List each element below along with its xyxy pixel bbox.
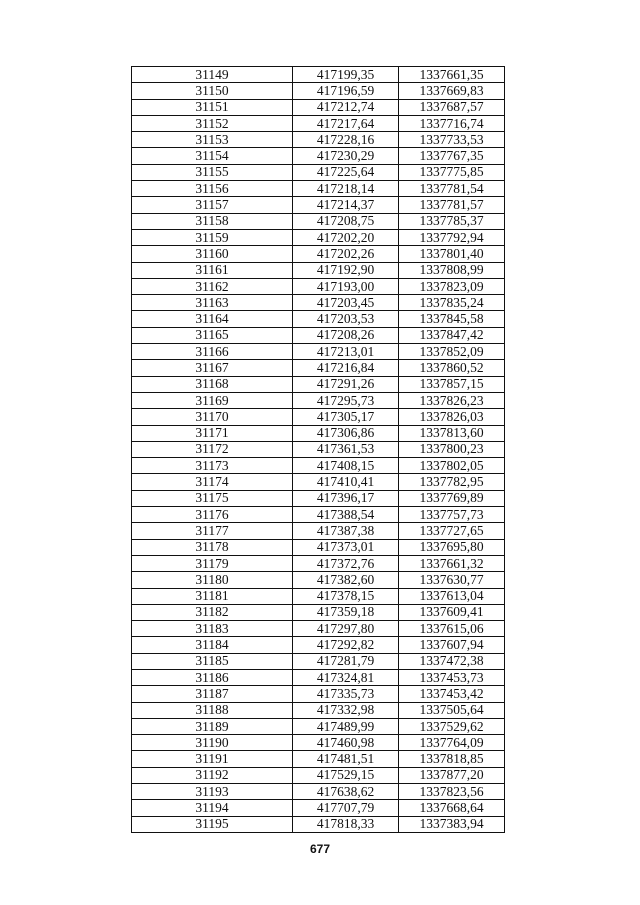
x-coordinate-cell: 417335,73 <box>293 686 399 702</box>
x-coordinate-cell: 417217,64 <box>293 115 399 131</box>
table-row <box>132 181 505 197</box>
y-coordinate-cell: 1337826,03 <box>399 409 505 425</box>
y-coordinate-cell: 1337727,65 <box>399 523 505 539</box>
table-row <box>132 653 505 669</box>
y-coordinate-cell: 1337792,94 <box>399 229 505 245</box>
point-number-cell: 31169 <box>132 392 293 408</box>
point-number-cell: 31154 <box>132 148 293 164</box>
point-number-cell: 31193 <box>132 784 293 800</box>
point-number-cell: 31192 <box>132 767 293 783</box>
table-row <box>132 344 505 360</box>
y-coordinate-cell: 1337801,40 <box>399 246 505 262</box>
point-number-cell: 31162 <box>132 278 293 294</box>
y-coordinate-cell: 1337472,38 <box>399 653 505 669</box>
point-number-cell: 31186 <box>132 669 293 685</box>
table-row <box>132 735 505 751</box>
x-coordinate-cell: 417372,76 <box>293 555 399 571</box>
point-number-cell: 31166 <box>132 344 293 360</box>
y-coordinate-cell: 1337615,06 <box>399 621 505 637</box>
table-row <box>132 507 505 523</box>
y-coordinate-cell: 1337781,54 <box>399 181 505 197</box>
point-number-cell: 31174 <box>132 474 293 490</box>
y-coordinate-cell: 1337823,56 <box>399 784 505 800</box>
x-coordinate-cell: 417297,80 <box>293 621 399 637</box>
point-number-cell: 31173 <box>132 458 293 474</box>
x-coordinate-cell: 417361,53 <box>293 441 399 457</box>
y-coordinate-cell: 1337813,60 <box>399 425 505 441</box>
y-coordinate-cell: 1337383,94 <box>399 816 505 832</box>
x-coordinate-cell: 417306,86 <box>293 425 399 441</box>
table-row <box>132 718 505 734</box>
point-number-cell: 31172 <box>132 441 293 457</box>
y-coordinate-cell: 1337695,80 <box>399 539 505 555</box>
point-number-cell: 31151 <box>132 99 293 115</box>
table-row <box>132 327 505 343</box>
table-row <box>132 197 505 213</box>
x-coordinate-cell: 417193,00 <box>293 278 399 294</box>
y-coordinate-cell: 1337818,85 <box>399 751 505 767</box>
x-coordinate-cell: 417203,53 <box>293 311 399 327</box>
table-row <box>132 262 505 278</box>
coordinates-table <box>131 66 505 833</box>
point-number-cell: 31179 <box>132 555 293 571</box>
y-coordinate-cell: 1337767,35 <box>399 148 505 164</box>
y-coordinate-cell: 1337630,77 <box>399 572 505 588</box>
point-number-cell: 31150 <box>132 83 293 99</box>
point-number-cell: 31190 <box>132 735 293 751</box>
point-number-cell: 31161 <box>132 262 293 278</box>
table-row <box>132 767 505 783</box>
x-coordinate-cell: 417213,01 <box>293 344 399 360</box>
table-row <box>132 392 505 408</box>
x-coordinate-cell: 417202,20 <box>293 229 399 245</box>
y-coordinate-cell: 1337668,64 <box>399 800 505 816</box>
y-coordinate-cell: 1337661,32 <box>399 555 505 571</box>
x-coordinate-cell: 417212,74 <box>293 99 399 115</box>
x-coordinate-cell: 417199,35 <box>293 67 399 83</box>
point-number-cell: 31167 <box>132 360 293 376</box>
table-row <box>132 99 505 115</box>
x-coordinate-cell: 417202,26 <box>293 246 399 262</box>
table-row <box>132 555 505 571</box>
point-number-cell: 31156 <box>132 181 293 197</box>
y-coordinate-cell: 1337847,42 <box>399 327 505 343</box>
x-coordinate-cell: 417324,81 <box>293 669 399 685</box>
y-coordinate-cell: 1337857,15 <box>399 376 505 392</box>
x-coordinate-cell: 417203,45 <box>293 295 399 311</box>
y-coordinate-cell: 1337860,52 <box>399 360 505 376</box>
x-coordinate-cell: 417707,79 <box>293 800 399 816</box>
y-coordinate-cell: 1337775,85 <box>399 164 505 180</box>
x-coordinate-cell: 417281,79 <box>293 653 399 669</box>
y-coordinate-cell: 1337613,04 <box>399 588 505 604</box>
x-coordinate-cell: 417529,15 <box>293 767 399 783</box>
y-coordinate-cell: 1337781,57 <box>399 197 505 213</box>
y-coordinate-cell: 1337802,05 <box>399 458 505 474</box>
point-number-cell: 31181 <box>132 588 293 604</box>
x-coordinate-cell: 417359,18 <box>293 604 399 620</box>
table-row <box>132 637 505 653</box>
point-number-cell: 31152 <box>132 115 293 131</box>
y-coordinate-cell: 1337782,95 <box>399 474 505 490</box>
point-number-cell: 31188 <box>132 702 293 718</box>
table-row <box>132 621 505 637</box>
table-row <box>132 376 505 392</box>
x-coordinate-cell: 417291,26 <box>293 376 399 392</box>
table-row <box>132 604 505 620</box>
x-coordinate-cell: 417225,64 <box>293 164 399 180</box>
x-coordinate-cell: 417196,59 <box>293 83 399 99</box>
x-coordinate-cell: 417481,51 <box>293 751 399 767</box>
y-coordinate-cell: 1337845,58 <box>399 311 505 327</box>
table-row <box>132 800 505 816</box>
coordinates-table-body <box>132 67 505 833</box>
x-coordinate-cell: 417378,15 <box>293 588 399 604</box>
table-row <box>132 67 505 83</box>
x-coordinate-cell: 417332,98 <box>293 702 399 718</box>
table-row <box>132 441 505 457</box>
point-number-cell: 31185 <box>132 653 293 669</box>
y-coordinate-cell: 1337769,89 <box>399 490 505 506</box>
x-coordinate-cell: 417489,99 <box>293 718 399 734</box>
x-coordinate-cell: 417292,82 <box>293 637 399 653</box>
y-coordinate-cell: 1337661,35 <box>399 67 505 83</box>
point-number-cell: 31194 <box>132 800 293 816</box>
table-row <box>132 539 505 555</box>
table-row <box>132 523 505 539</box>
point-number-cell: 31168 <box>132 376 293 392</box>
point-number-cell: 31189 <box>132 718 293 734</box>
x-coordinate-cell: 417373,01 <box>293 539 399 555</box>
table-row <box>132 474 505 490</box>
table-row <box>132 148 505 164</box>
x-coordinate-cell: 417396,17 <box>293 490 399 506</box>
table-row <box>132 132 505 148</box>
y-coordinate-cell: 1337823,09 <box>399 278 505 294</box>
point-number-cell: 31182 <box>132 604 293 620</box>
point-number-cell: 31165 <box>132 327 293 343</box>
point-number-cell: 31159 <box>132 229 293 245</box>
point-number-cell: 31171 <box>132 425 293 441</box>
table-row <box>132 246 505 262</box>
x-coordinate-cell: 417388,54 <box>293 507 399 523</box>
y-coordinate-cell: 1337826,23 <box>399 392 505 408</box>
x-coordinate-cell: 417305,17 <box>293 409 399 425</box>
table-row <box>132 311 505 327</box>
x-coordinate-cell: 417216,84 <box>293 360 399 376</box>
x-coordinate-cell: 417192,90 <box>293 262 399 278</box>
table-row <box>132 686 505 702</box>
y-coordinate-cell: 1337757,73 <box>399 507 505 523</box>
point-number-cell: 31184 <box>132 637 293 653</box>
y-coordinate-cell: 1337453,42 <box>399 686 505 702</box>
point-number-cell: 31163 <box>132 295 293 311</box>
table-row <box>132 213 505 229</box>
point-number-cell: 31177 <box>132 523 293 539</box>
y-coordinate-cell: 1337808,99 <box>399 262 505 278</box>
y-coordinate-cell: 1337764,09 <box>399 735 505 751</box>
table-row <box>132 490 505 506</box>
x-coordinate-cell: 417218,14 <box>293 181 399 197</box>
point-number-cell: 31149 <box>132 67 293 83</box>
y-coordinate-cell: 1337785,37 <box>399 213 505 229</box>
x-coordinate-cell: 417208,75 <box>293 213 399 229</box>
table-row <box>132 278 505 294</box>
point-number-cell: 31164 <box>132 311 293 327</box>
table-row <box>132 702 505 718</box>
x-coordinate-cell: 417410,41 <box>293 474 399 490</box>
x-coordinate-cell: 417387,38 <box>293 523 399 539</box>
table-row <box>132 295 505 311</box>
table-row <box>132 588 505 604</box>
x-coordinate-cell: 417638,62 <box>293 784 399 800</box>
table-row <box>132 816 505 832</box>
table-row <box>132 784 505 800</box>
table-row <box>132 115 505 131</box>
x-coordinate-cell: 417382,60 <box>293 572 399 588</box>
y-coordinate-cell: 1337505,64 <box>399 702 505 718</box>
point-number-cell: 31175 <box>132 490 293 506</box>
point-number-cell: 31155 <box>132 164 293 180</box>
point-number-cell: 31158 <box>132 213 293 229</box>
table-row <box>132 751 505 767</box>
table-row <box>132 360 505 376</box>
point-number-cell: 31153 <box>132 132 293 148</box>
x-coordinate-cell: 417460,98 <box>293 735 399 751</box>
x-coordinate-cell: 417230,29 <box>293 148 399 164</box>
x-coordinate-cell: 417208,26 <box>293 327 399 343</box>
point-number-cell: 31191 <box>132 751 293 767</box>
x-coordinate-cell: 417408,15 <box>293 458 399 474</box>
table-row <box>132 669 505 685</box>
table-row <box>132 164 505 180</box>
table-row <box>132 572 505 588</box>
y-coordinate-cell: 1337852,09 <box>399 344 505 360</box>
point-number-cell: 31180 <box>132 572 293 588</box>
y-coordinate-cell: 1337453,73 <box>399 669 505 685</box>
point-number-cell: 31157 <box>132 197 293 213</box>
table-row <box>132 83 505 99</box>
table-row <box>132 425 505 441</box>
point-number-cell: 31170 <box>132 409 293 425</box>
point-number-cell: 31178 <box>132 539 293 555</box>
y-coordinate-cell: 1337529,62 <box>399 718 505 734</box>
y-coordinate-cell: 1337609,41 <box>399 604 505 620</box>
table-row <box>132 229 505 245</box>
page-number: 677 <box>309 842 331 856</box>
point-number-cell: 31183 <box>132 621 293 637</box>
table-row <box>132 409 505 425</box>
y-coordinate-cell: 1337800,23 <box>399 441 505 457</box>
y-coordinate-cell: 1337669,83 <box>399 83 505 99</box>
x-coordinate-cell: 417295,73 <box>293 392 399 408</box>
y-coordinate-cell: 1337607,94 <box>399 637 505 653</box>
y-coordinate-cell: 1337733,53 <box>399 132 505 148</box>
y-coordinate-cell: 1337687,57 <box>399 99 505 115</box>
x-coordinate-cell: 417228,16 <box>293 132 399 148</box>
point-number-cell: 31187 <box>132 686 293 702</box>
point-number-cell: 31160 <box>132 246 293 262</box>
point-number-cell: 31195 <box>132 816 293 832</box>
y-coordinate-cell: 1337877,20 <box>399 767 505 783</box>
x-coordinate-cell: 417214,37 <box>293 197 399 213</box>
y-coordinate-cell: 1337835,24 <box>399 295 505 311</box>
x-coordinate-cell: 417818,33 <box>293 816 399 832</box>
y-coordinate-cell: 1337716,74 <box>399 115 505 131</box>
point-number-cell: 31176 <box>132 507 293 523</box>
table-row <box>132 458 505 474</box>
